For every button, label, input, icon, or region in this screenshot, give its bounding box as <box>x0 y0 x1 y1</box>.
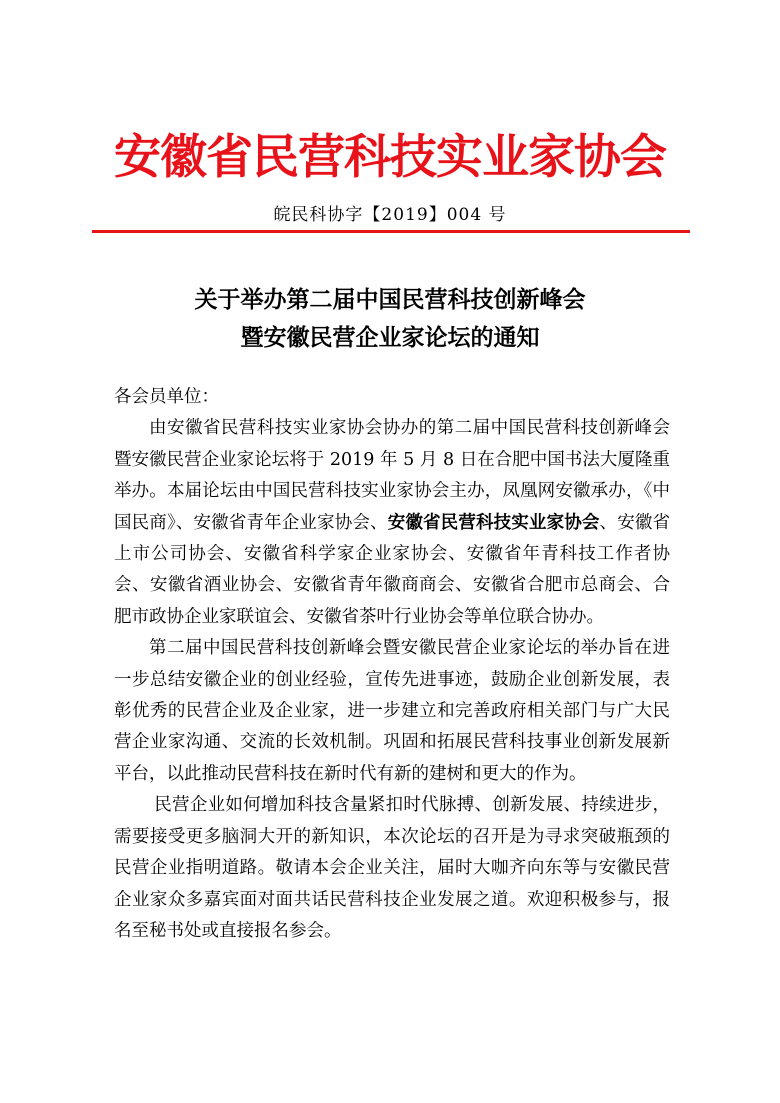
letterhead-red-rule <box>92 230 690 233</box>
paragraph-1-bold: 安徽省民营科技实业家协会 <box>387 512 600 533</box>
paragraph-1-part1: 由安徽省民营科技实业家协会协办的第二届中国民营科技创新峰会暨安徽民营企业家论坛将于 2019 年 5 月 8 日在合肥中国书法大厦隆重举办。本届论坛由中国民营科技实业家协会主办，凤凰网安徽承办，《中国民商》、安徽省青年企业家协会、 <box>114 418 670 533</box>
document-number: 皖民科协字【2019】004 号 <box>273 205 507 225</box>
notice-title-line1: 关于举办第二届中国民营科技创新峰会 <box>194 287 586 313</box>
paragraph-1-part2: 、安徽省上市公司协会、安徽省科学家企业家协会、安徽省年青科技工作者协会、安徽省酒业协会、安徽省青年徽商商会、安徽省合肥市总商会、合肥市政协企业家联谊会、安徽省茶叶行业协会等单位联合协办。 <box>114 512 671 627</box>
paragraph-1 <box>114 413 670 633</box>
letterhead-organization: 安徽省民营科技实业家协会 <box>114 130 666 185</box>
salutation: 各会员单位： <box>114 387 219 407</box>
notice-title <box>0 281 780 357</box>
paragraph-2: 第二届中国民营科技创新峰会暨安徽民营企业家论坛的举办旨在进一步总结安徽企业的创业经验，宣传先进事迹，鼓励企业创新发展，表彰优秀的民营企业及企业家，进一步建立和完善政府相关部门与广大民营企业家沟通、交流的长效机制。巩固和拓展民营科技事业创新发展新平台，以此推动民营科技在新时代有新的建树和更大的作为。 <box>114 638 670 784</box>
paragraph-3: 民营企业如何增加科技含量紧扣时代脉搏、创新发展、持续进步，需要接受更多脑洞大开的新知识，本次论坛的召开是为寻求突破瓶颈的民营企业指明道路。敬请本会企业关注，届时大咖齐向东等与安徽民营企业家众多嘉宾面对面共话民营科技企业发展之道。欢迎积极参与，报名至秘书处或直接报名参会。 <box>114 795 670 941</box>
notice-title-line2: 暨安徽民营企业家论坛的通知 <box>240 325 540 351</box>
notice-body <box>114 382 670 947</box>
